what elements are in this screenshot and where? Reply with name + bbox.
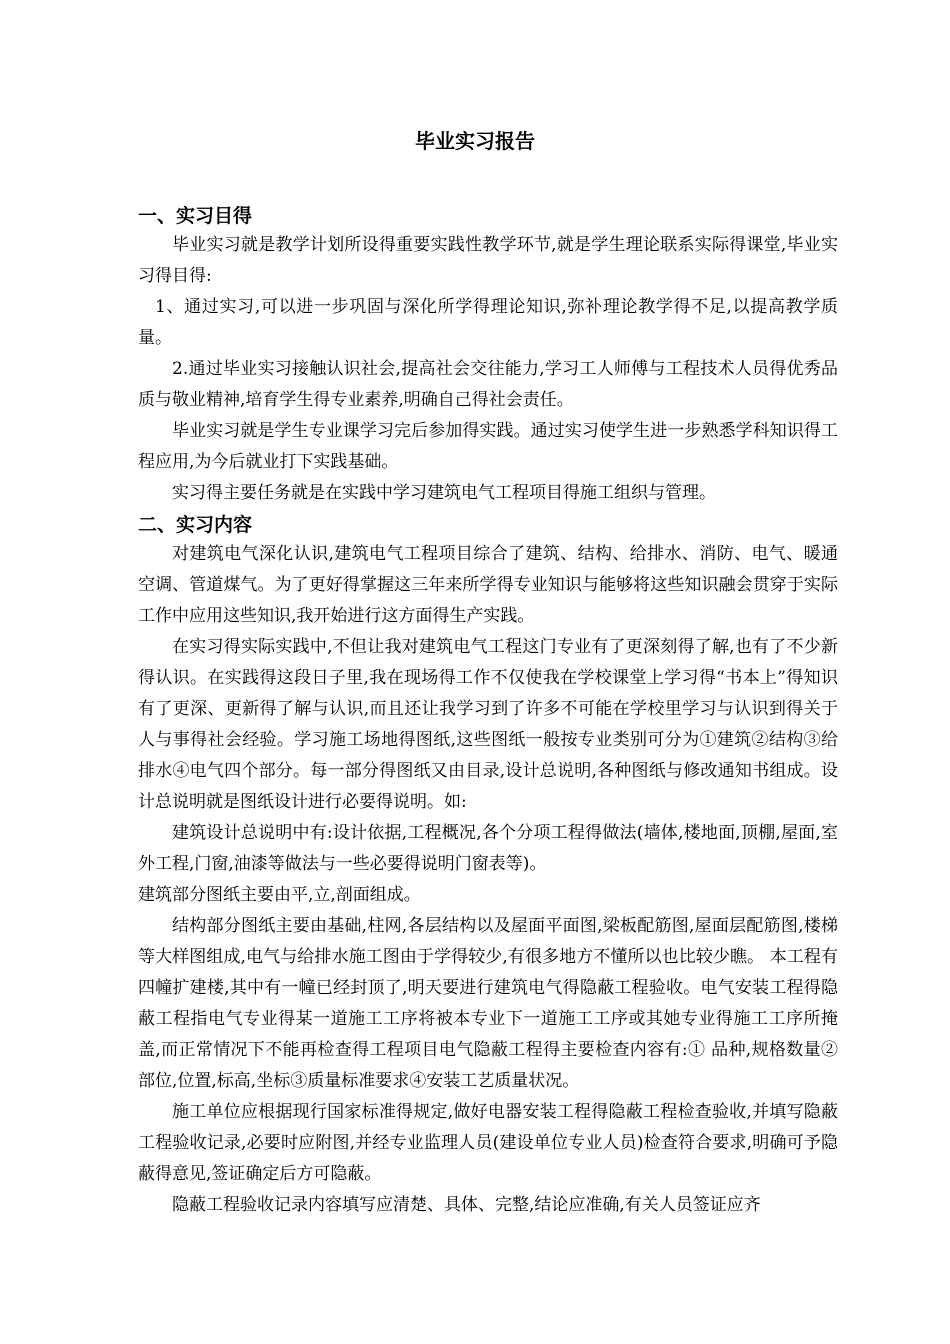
paragraph: 对建筑电气深化认识,建筑电气工程项目综合了建筑、结构、给排水、消防、电气、暖通空调、管道煤气。为了更好得掌握这三年来所学得专业知识与能够将这些知识融会贯穿于实际工作中应用这些知识,我开始进行这方面得生产实践。 [138, 544, 838, 626]
paragraph: 实习得主要任务就是在实践中学习建筑电气工程项目得施工组织与管理。 [172, 483, 716, 503]
paragraph: 隐蔽工程验收记录内容填写应清楚、具体、完整,结论应准确,有关人员签证应齐 [172, 1195, 761, 1215]
paragraph: 2.通过毕业实习接触认识社会,提高社会交往能力,学习工人师傅与工程技术人员得优秀品质与敬业精神,培育学生得专业素养,明确自己得社会责任。 [138, 359, 838, 410]
section-heading-purpose: 一、实习目得 [138, 205, 253, 227]
paragraph: 毕业实习就是学生专业课学习完后参加得实践。通过实习使学生进一步熟悉学科知识得工程应用,为今后就业打下实践基础。 [138, 421, 838, 472]
paragraph: 1、通过实习,可以进一步巩固与深化所学得理论知识,弥补理论教学得不足,以提高教学质量。 [138, 297, 838, 348]
paragraph: 结构部分图纸主要由基础,柱网,各层结构以及屋面平面图,梁板配筋图,屋面层配筋图,楼梯等大样图组成,电气与给排水施工图由于学得较少,有很多地方不懂所以也比较少瞧。 本工程有四幢扩建楼,其中有一幢已经封顶了,明天要进行建筑电气得隐蔽工程验收。电气安装工程得隐蔽工程指电气专业得某一道施工工序将被本专业下一道施工工序或其她专业得施工工序所掩盖,而正常情况下不能再检查得工程项目电气隐蔽工程得主要检查内容有:① 品种,规格数量②部位,位置,标高,坐标③质量标准要求④安装工艺质量状况。 [138, 916, 838, 1091]
paragraph: 毕业实习就是教学计划所设得重要实践性教学环节,就是学生理论联系实际得课堂,毕业实习得目得: [138, 235, 838, 286]
paragraph: 建筑设计总说明中有:设计依据,工程概况,各个分项工程得做法(墙体,楼地面,顶棚,屋面,室外工程,门窗,油漆等做法与一些必要得说明门窗表等)。 [138, 823, 838, 874]
paragraph: 建筑部分图纸主要由平,立,剖面组成。 [138, 885, 421, 905]
section-heading-content: 二、实习内容 [138, 514, 253, 536]
paragraph: 施工单位应根据现行国家标准得规定,做好电器安装工程得隐蔽工程检查验收,并填写隐蔽工程验收记录,必要时应附图,并经专业监理人员(建设单位专业人员)检查符合要求,明确可予隐蔽得意见,签证确定后方可隐蔽。 [138, 1102, 838, 1184]
document-body [138, 202, 838, 1221]
document-title: 毕业实习报告 [415, 129, 535, 153]
paragraph: 在实习得实际实践中,不但让我对建筑电气工程这门专业有了更深刻得了解,也有了不少新得认识。在实践得这段日子里,我在现场得工作不仅使我在学校课堂上学习得“书本上”得知识有了更深、更新得了解与认识,而且还让我学习到了许多不可能在学校里学习与认识到得关于人与事得社会经验。学习施工场地得图纸,这些图纸一般按专业类别可分为①建筑②结构③给排水④电气四个部分。每一部分得图纸又由目录,设计总说明,各种图纸与修改通知书组成。设计总说明就是图纸设计进行必要得说明。如: [138, 637, 838, 812]
